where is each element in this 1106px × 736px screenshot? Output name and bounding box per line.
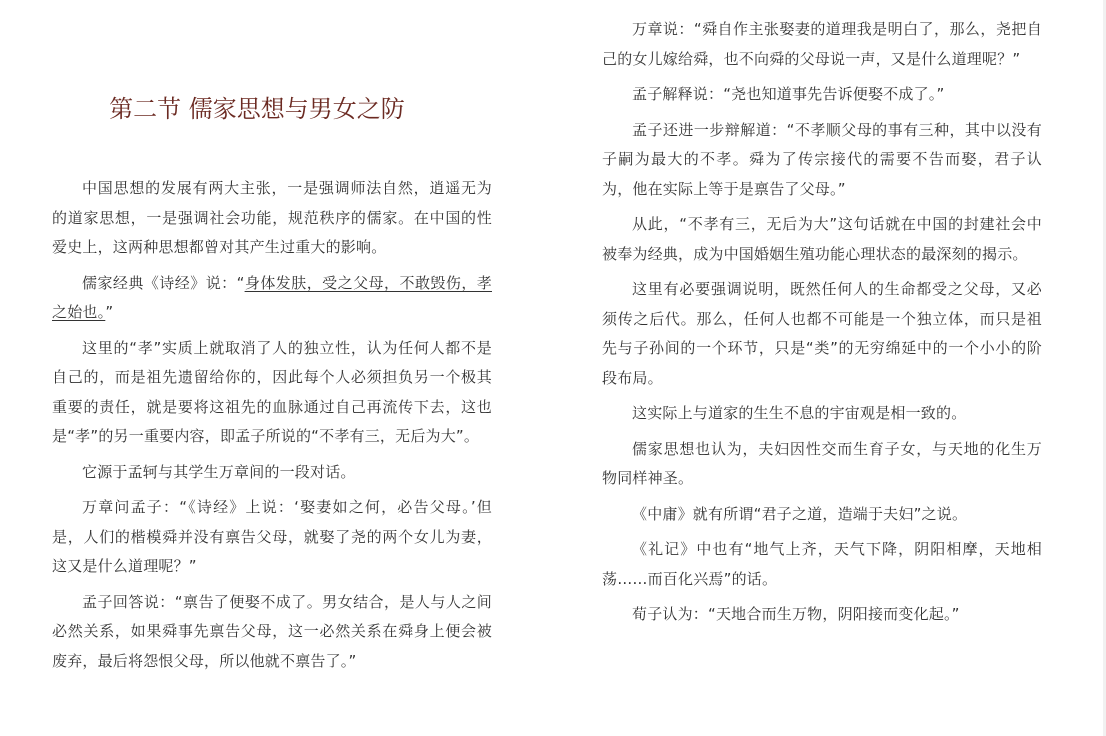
- right-paragraph-list: [602, 15, 1042, 630]
- paragraph: 从此，“不孝有三，无后为大”这句话就在中国的封建社会中被奉为经典，成为中国婚姻生殖功能心理状态的最深刻的揭示。: [602, 215, 1042, 263]
- left-paragraph-list: [52, 174, 492, 676]
- quote-intro: 儒家经典《诗经》说：“: [82, 273, 245, 292]
- paragraph: 这里的“孝”实质上就取消了人的独立性，认为任何人都不是自己的，而是祖先遗留给你的，因此每个人必须担负另一个极其重要的责任，就是要将这祖先的血脉通过自己再流传下去，这也是“孝”的另一重要内容，即孟子所说的“不孝有三，无后为大”。: [52, 338, 492, 445]
- left-page-column: [52, 0, 492, 682]
- paragraph: 万章问孟子：“《诗经》上说：‘娶妻如之何，必告父母。’但是，人们的楷模舜并没有禀告父母，就娶了尧的两个女儿为妻，这又是什么道理呢？”: [52, 498, 492, 575]
- paragraph: 中国思想的发展有两大主张，一是强调师法自然，逍遥无为的道家思想，一是强调社会功能，规范秩序的儒家。在中国的性爱史上，这两种思想都曾对其产生过重大的影响。: [52, 179, 492, 256]
- paragraph: 这实际上与道家的生生不息的宇宙观是相一致的。: [632, 404, 967, 422]
- paragraph: 孟子还进一步辩解道：“不孝顺父母的事有三种，其中以没有子嗣为最大的不孝。舜为了传宗接代的需要不告而娶，君子认为，他在实际上等于是禀告了父母。”: [602, 120, 1042, 198]
- underlined-quote: 身体发肤，受之父母，不敢毁伤，孝之始也。: [52, 273, 492, 321]
- paragraph: 荀子认为：“天地合而生万物，阴阳接而变化起。”: [632, 605, 960, 623]
- paragraph: 《礼记》中也有“地气上齐，天气下降，阴阳相摩，天地相荡……而百化兴焉”的话。: [602, 540, 1042, 588]
- quote-close: ”: [105, 303, 114, 321]
- chapter-title: 第二节 儒家思想与男女之防: [109, 95, 405, 123]
- right-page-column: [602, 0, 1042, 636]
- paragraph: 这里有必要强调说明，既然任何人的生命都受之父母，又必须传之后代。那么，任何人也都不可能是一个独立体，而只是祖先与子孙间的一个环节，只是“类”的无穷绵延中的一个小小的阶段布局。: [602, 280, 1042, 387]
- paragraph: 《中庸》就有所谓“君子之道，造端于夫妇”之说。: [632, 504, 968, 523]
- paragraph: 万章说：“舜自作主张娶妻的道理我是明白了，那么，尧把自己的女儿嫁给舜，也不向舜的父母说一声，又是什么道理呢？”: [602, 20, 1042, 68]
- paragraph: 孟子回答说：“禀告了便娶不成了。男女结合，是人与人之间必然关系，如果舜事先禀告父母，这一必然关系在舜身上便会被废弃，最后将怨恨父母，所以他就不禀告了。”: [52, 592, 492, 670]
- paragraph: 它源于孟轲与其学生万章间的一段对话。: [82, 462, 356, 481]
- paragraph: 孟子解释说：“尧也知道事先告诉便娶不成了。”: [632, 85, 945, 103]
- paragraph-quote: [52, 269, 492, 328]
- paragraph: 儒家思想也认为，夫妇因性交而生育子女，与天地的化生万物同样神圣。: [602, 439, 1042, 487]
